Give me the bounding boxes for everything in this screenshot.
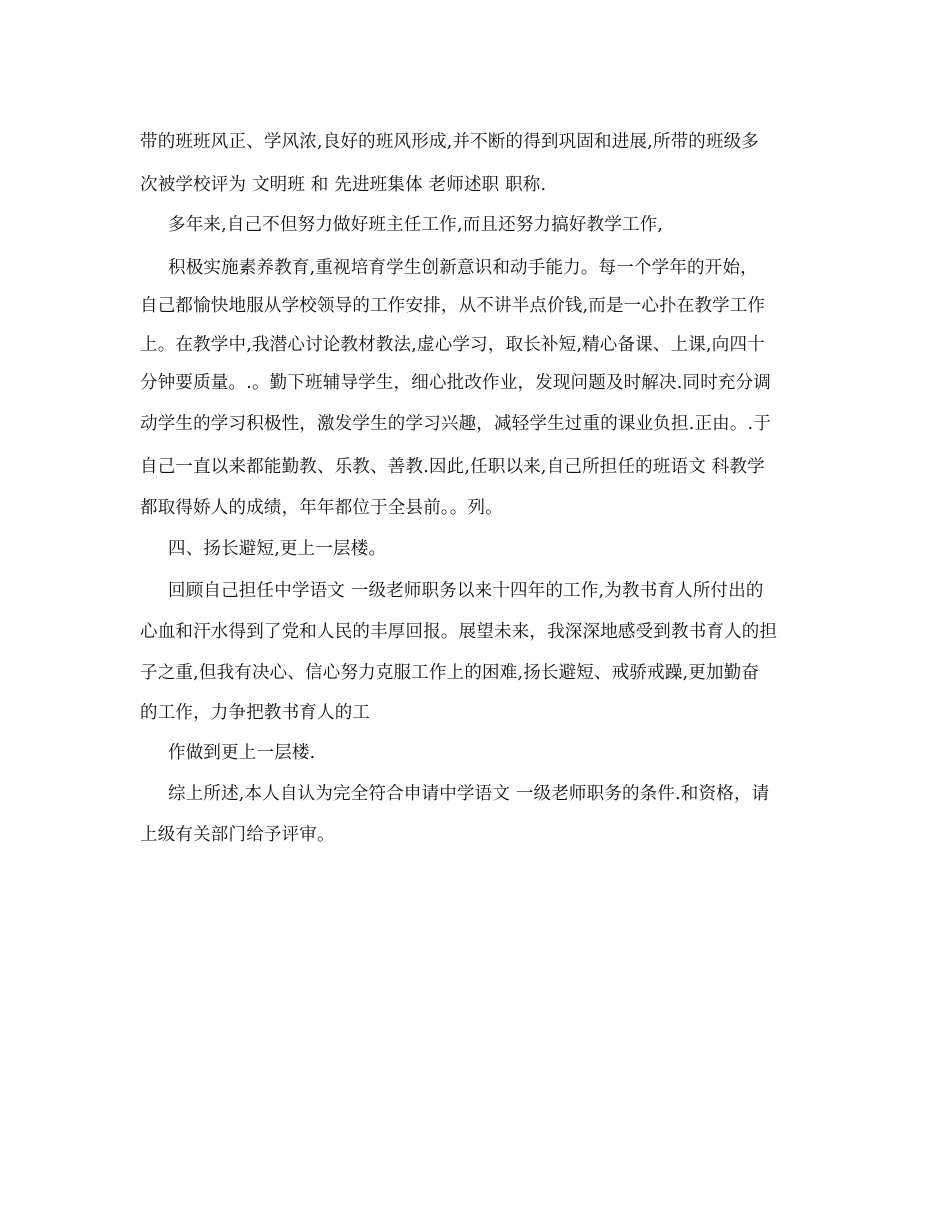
text-line: 子之重,但我有决心、信心努力克服工作上的困难,扬长避短、戒骄戒躁,更加勤奋: [140, 663, 760, 683]
text-line: 带的班班风正、学风浓,良好的班风形成,并不断的得到巩固和进展,所带的班级多: [140, 132, 760, 152]
text-line: 积极实施素养教育,重视培育学生创新意识和动手能力。每一个学年的开始，: [168, 258, 758, 278]
text-line: 上。在教学中,我潜心讨论教材教法,虚心学习，取长补短,精心备课、上课,向四十: [140, 335, 765, 355]
text-line: 自己一直以来都能勤教、乐教、善教.因此,任职以来,自己所担任的班语文 科教学: [140, 457, 765, 477]
text-line: 心血和汗水得到了党和人民的丰厚回报。展望未来，我深深地感受到教书育人的担: [140, 622, 778, 642]
text-line: 动学生的学习积极性，激发学生的学习兴趣，减轻学生过重的课业负担.正由。.于: [140, 414, 772, 434]
text-line: 综上所述,本人自认为完全符合申请中学语文 一级老师职务的条件.和资格，请: [168, 784, 770, 804]
text-line: 回顾自己担任中学语文 一级老师职务以来十四年的工作,为教书育人所付出的: [168, 581, 764, 601]
text-line: 都取得娇人的成绩，年年都位于全县前。。列。: [140, 498, 503, 518]
text-line: 自己都愉快地服从学校领导的工作安排，从不讲半点价钱,而是一心扑在教学工作: [140, 296, 766, 316]
text-line: 多年来,自己不但努力做好班主任工作,而且还努力搞好教学工作,: [168, 215, 664, 235]
text-line: 上级有关部门给予评审。: [140, 825, 335, 845]
text-line: 作做到更上一层楼.: [168, 743, 316, 763]
text-line: 的工作，力争把教书育人的工: [140, 703, 371, 723]
text-line: 分钟要质量。.。勤下班辅导学生，细心批改作业，发现问题及时解决.同时充分调: [140, 373, 772, 393]
text-line: 次被学校评为 文明班 和 先进班集体 老师述职 职称.: [140, 175, 547, 195]
section-heading: 四、扬长避短,更上一层楼。: [168, 539, 387, 559]
